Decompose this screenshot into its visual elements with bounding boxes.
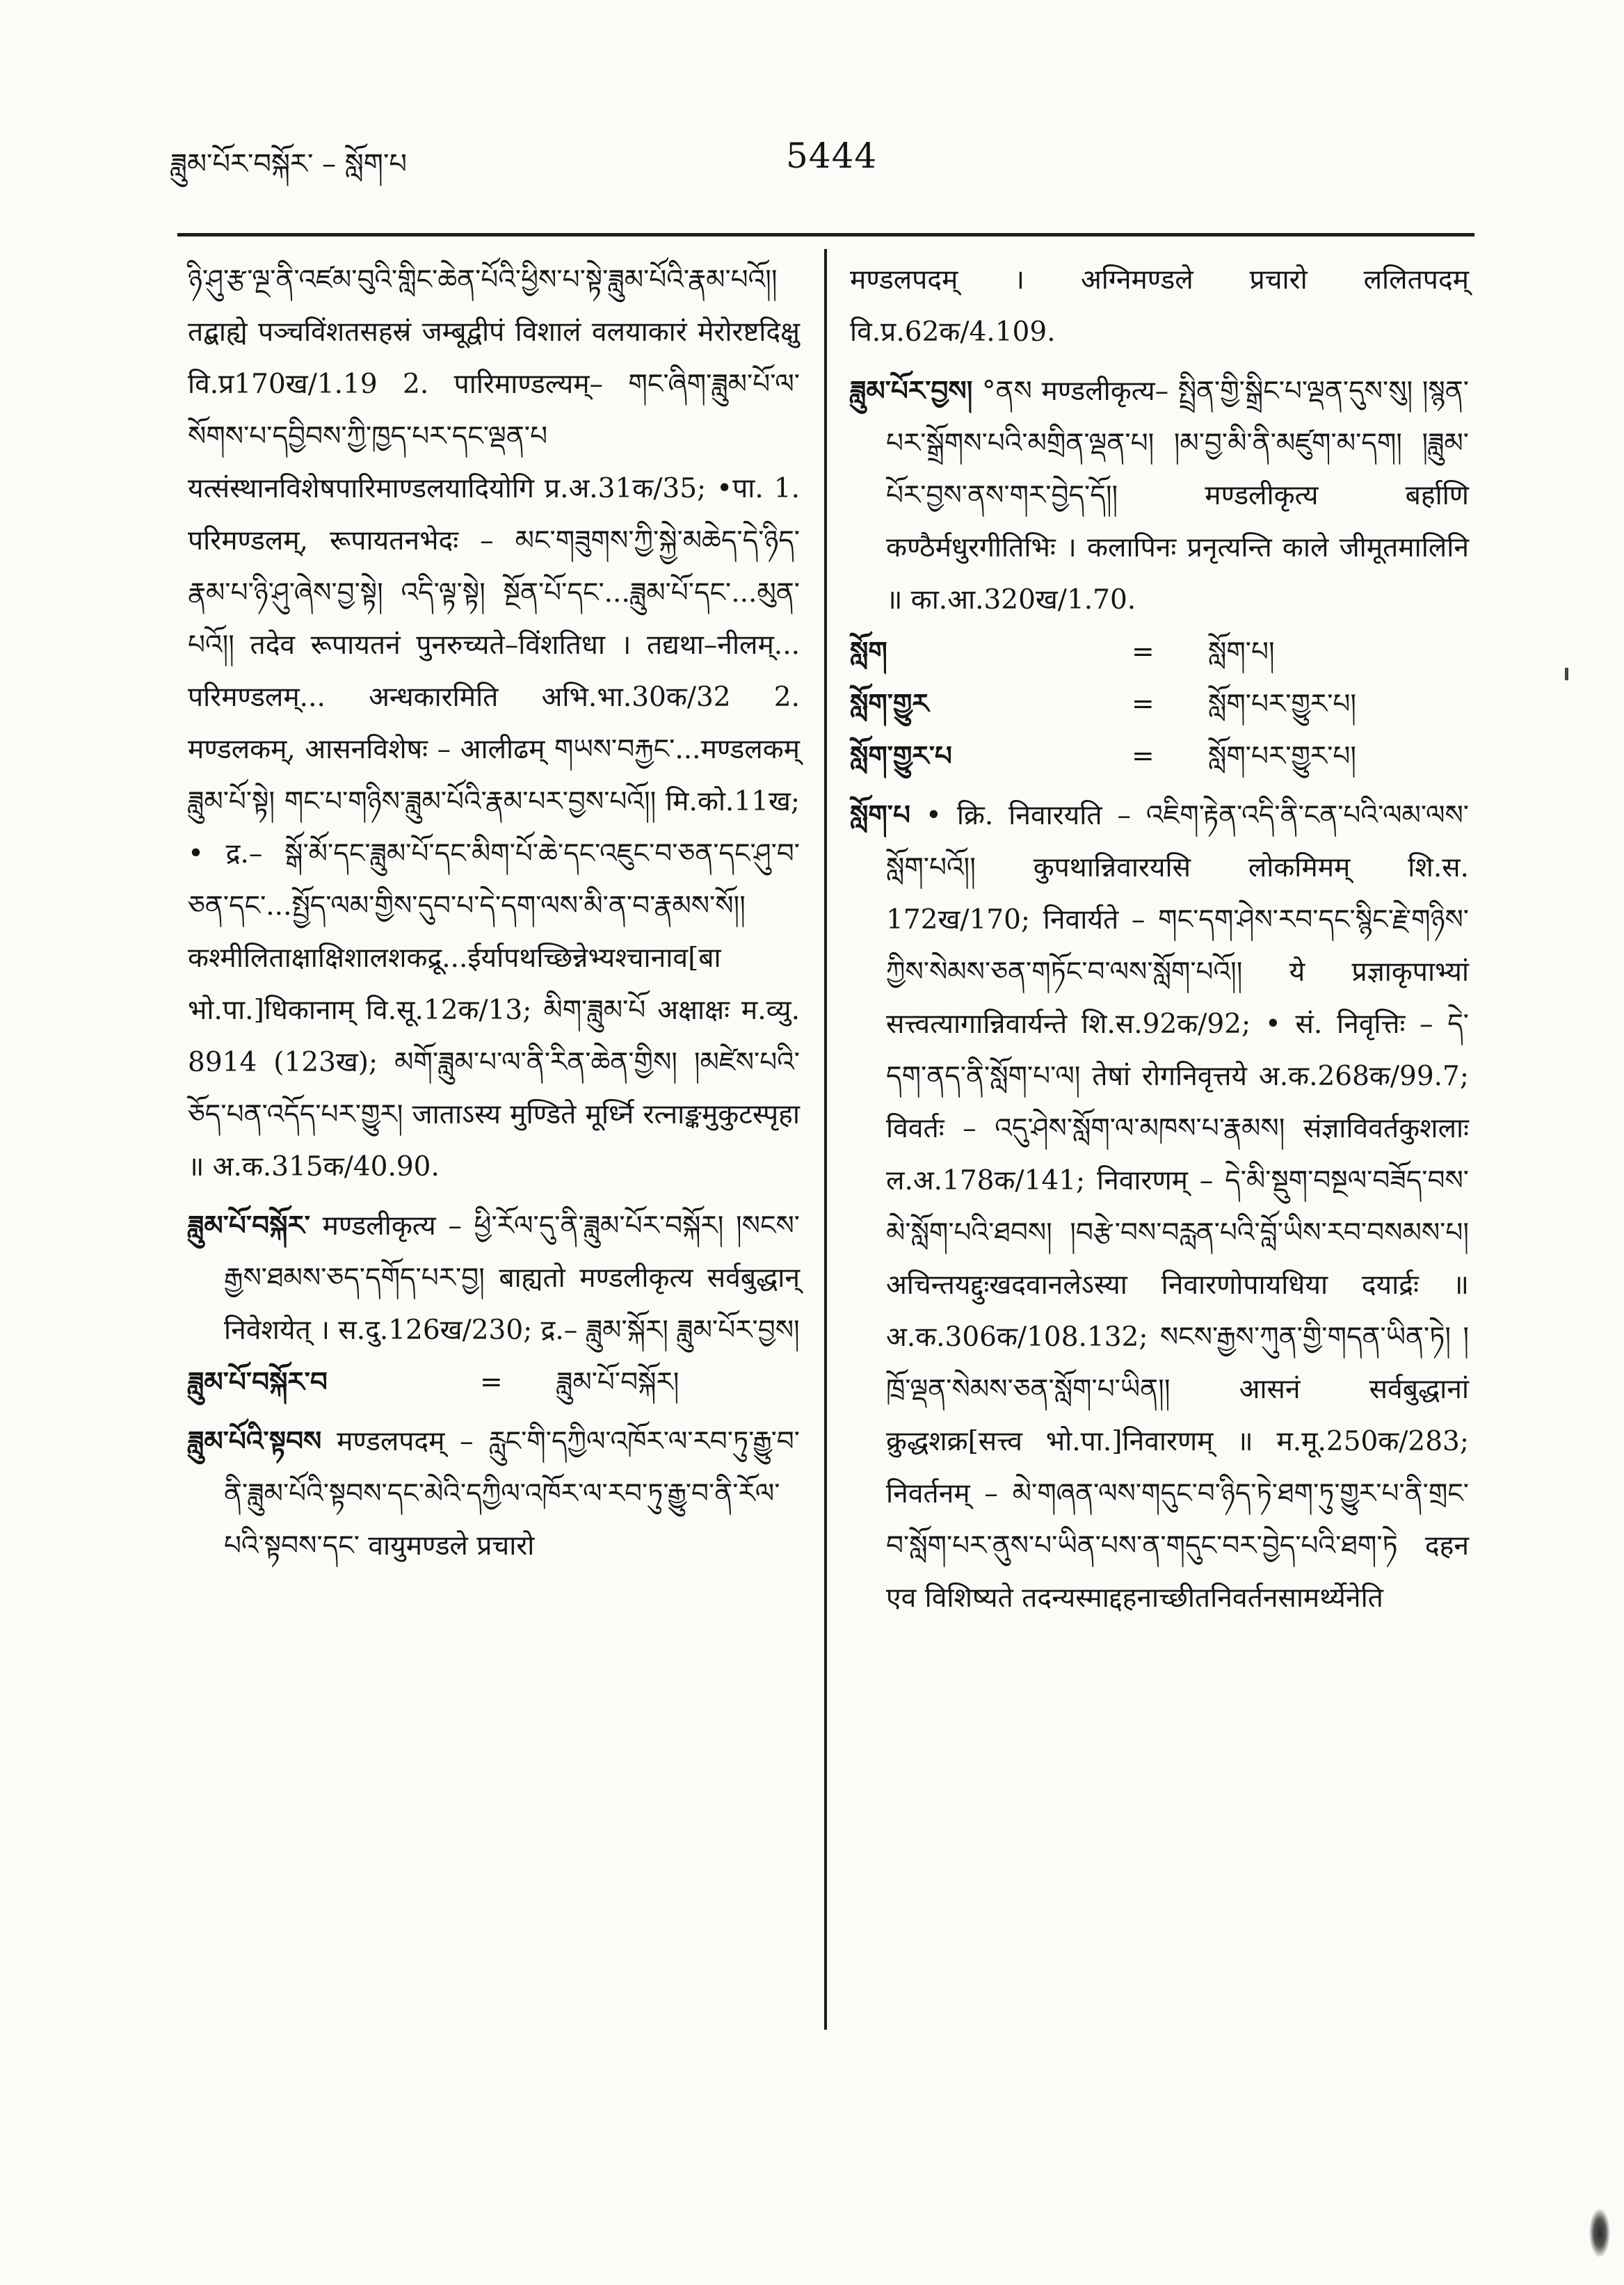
entry-headword: ཟླུམ་པོ་བསྐོར་ <box>188 1210 310 1242</box>
continued-entry-text: मण्डलपदम् । अग्निमण्डले प्रचारो ललितपदम् वि.प्र.62क/4.109. <box>850 264 1469 348</box>
entry-headword: སློག་པ <box>850 799 910 831</box>
continued-entry-text: ཉི་ཤུ་རྩ་ལྔ་ནི་འཛམ་བུའི་གླིང་ཆེན་པོའི་ཕྱིས་པ་སྟེ་ཟླུམ་པོའི་རྣམ་པའོ།། तद्बाह्ये पञ्चविंशतसहस्रं जम्बूद्वीपं विशालं वलयाकारं मेरोरष्टदिक्षु वि.प्र170ख/1.19 2. पारिमाण्डल्यम्– གང་ཞིག་ཟླུམ་པོ་ལ་སོགས་པ་དབྱིབས་ཀྱི་ཁྱད་པར་དང་ལྡན་པ यत्संस्थानविशेषपारिमाण्डलयादियोगि प्र.अ.31क/35; •पा. 1. परिमण्डलम्, रूपायतनभेदः – མང་གཟུགས་ཀྱི་སྐྱེ་མཆེད་དེ་ཉིད་ རྣམ་པ་ཉི་ཤུ་ཞེས་བྱ་སྟེ། འདི་ལྟ་སྟེ། སྔོན་པོ་དང་...ཟླུམ་པོ་དང་...མུན་པའོ།། तदेव रूपायतनं पुनरुच्यते–विंशतिधा । तद्यथा–नीलम्... परिमण्डलम्... अन्धकारमिति अभि.भा.30क/32 2. मण्डलकम्, आसनविशेषः – आलीढम् གཡས་བརྐྱང་...मण्डलकम् ཟླུམ་པོ་སྟེ། གང་པ་གཉིས་ཟླུམ་པོའི་རྣམ་པར་བྱས་པའོ།། मि.को.11ख; • द्र.– སྒོ་མོ་དང་ཟླུམ་པོ་དང་མིག་པོ་ཆེ་དང་འཇུང་བ་ཅན་དང་ཤུ་བ་ཅན་དང་...སྤྱོད་ལམ་གྱིས་དུབ་པ་དེ་དག་ལས་མི་ན་བ་རྣམས་སོ།། कश्मीलिताक्षाक्षिशालशकद्रू...ईर्यापथच्छिन्नेभ्यश्चानाव[बा भो.पा.]धिकानाम् वि.सू.12क/13; མིག་ཟླུམ་པོ अक्षाक्षः म.व्यु. 8914 (123ख); མགོ་ཟླུམ་པ་ལ་ནི་རིན་ཆེན་གྱིས། །མཛེས་པའི་ཅོད་པན་འདོད་པར་གྱུར། जाताऽस्य मुण्डिते मूर्ध्नि रत्नाङ्कमुकुटस्पृहा ॥ अ.क.315क/40.90. <box>188 264 800 1182</box>
entry-body: • क्रि. निवारयति – འཇིག་རྟེན་འདི་ནི་ངན་པའི་ལམ་ལས་སློག་པའོ།། कुपथान्निवारयसि लोकमिमम् शि.स. 172ख/170; निवार्यते – གང་དག་ཤེས་རབ་དང་སྙིང་རྗེ་གཉིས་ཀྱིས་སེམས་ཅན་གཏོང་བ་ལས་སློག་པའོ།། ये प्रज्ञाकृपाभ्यां सत्त्वत्यागान्निवार्यन्ते शि.स.92क/92; • सं. निवृत्तिः – དེ་དག་ནད་ནི་སློག་པ་ལ། तेषां रोगनिवृत्तये अ.क.268क/99.7; विवर्तः – འདུ་ཤེས་སློག་ལ་མཁས་པ་རྣམས། संज्ञाविवर्तकुशलाः ल.अ.178क/141; निवारणम् – དེ་མི་སྡུག་བསྔལ་བཟོད་བས་མེ་སློག་པའི་ཐབས། །བརྩེ་བས་བརླན་པའི་བློ་ཡིས་རབ་བསམས་པ། अचिन्तयद्दुःखदवानलेऽस्या निवारणोपायधिया दयार्द्रः ॥ अ.क.306क/108.132; སངས་རྒྱས་ཀུན་གྱི་གདན་ཡིན་ཏེ། །ཁྲོ་ལྡན་སེམས་ཅན་སློག་པ་ཡིན།། आसनं सर्वबुद्धानां क्रुद्धशक्र[सत्त्व भो.पा.]निवारणम् ॥ म.मू.250क/283; निवर्तनम् – མེ་གཞན་ལས་གདུང་བ་ཉིད་ཏེ་ཐག་ཏུ་གྱུར་པ་ནི་གྲང་བ་སློག་པར་ནུས་པ་ཡིན་པས་ན་གདུང་བར་བྱེད་པའི་ཐག་ཏེ दहन एव विशिष्यते तदन्यस्माद्दहनाच्छीतनिवर्तनसामर्थ्येनेति <box>886 800 1469 1614</box>
cross-reference <box>850 678 1469 730</box>
dictionary-entry <box>850 789 1469 1624</box>
entry-body: °ནས मण्डलीकृत्य– སྤྲིན་གྱི་སྒྲིང་པ་ལྡན་དུས་སུ། །སྙན་པར་སྒྲོགས་པའི་མགྲིན་ལྡན་པ། །མ་བྱ་མི་ནི་མཛུག་མ་དག། །ཟླུམ་པོར་བྱས་ནས་གར་བྱེད་དོ།། मण्डलीकृत्य बर्हाणि कण्ठैर्मधुरगीतिभिः । कलापिनः प्रनृत्यन्ति काले जीमूतमालिनि ॥ का.आ.320ख/1.70. <box>886 376 1469 616</box>
entry-headword: ཟླུམ་པོའི་སྟབས <box>188 1425 322 1457</box>
xref-headword: སློག་གྱུར <box>850 688 929 720</box>
xref-target: ཟླུམ་པོ་བསྐོར། <box>556 1367 680 1398</box>
column-divider <box>824 249 827 2030</box>
entry-body: मण्डलीकृत्य – ཕྱི་རོལ་དུ་ནི་ཟླུམ་པོར་བསྐོར། །སངས་རྒྱས་ཐམས་ཅད་དགོད་པར་བྱ། बाह्यतो मण्डलीकृत्य सर्वबुद्धान् निवेशयेत् । स.दु.126ख/230; द्र.– ཟླུམ་སྐོར། ཟླུམ་པོར་བྱས། <box>224 1210 800 1346</box>
scan-smudge <box>1589 2208 1610 2257</box>
running-head: ཟླུམ་པོར་བསྐོར་ – སློག་པ <box>170 148 407 180</box>
header-rule <box>177 233 1474 236</box>
cross-reference <box>188 1356 800 1409</box>
dictionary-entry <box>188 1416 800 1572</box>
dictionary-entry <box>850 365 1469 626</box>
xref-equals: = <box>1132 689 1155 720</box>
xref-equals: = <box>1132 636 1155 668</box>
left-column <box>188 254 800 1572</box>
xref-headword: སློག་གྱུར་པ <box>850 740 952 772</box>
xref-headword: ཟླུམ་པོ་བསྐོར་བ <box>188 1366 328 1398</box>
dictionary-entry <box>188 1200 800 1356</box>
right-column <box>850 254 1469 1624</box>
page-number: 5444 <box>786 136 878 176</box>
entry-body: मण्डलपदम् – རླུང་གི་དཀྱིལ་འཁོར་ལ་རབ་ཏུ་རྒྱུ་བ་ནི་ཟླུམ་པོའི་སྟབས་དང་མེའི་དཀྱིལ་འཁོར་ལ་རབ་ཏུ་རྒྱུ་བ་ནི་རོལ་པའི་སྟབས་དང་ वायुमण्डले प्रचारो <box>224 1426 800 1562</box>
xref-headword: སློག <box>850 636 887 668</box>
entry-headword: ཟླུམ་པོར་བྱས། <box>850 375 973 407</box>
cross-reference <box>850 626 1469 678</box>
xref-target: སློག་པར་གྱུར་པ། <box>1208 689 1357 720</box>
xref-target: སློག་པ། <box>1208 636 1275 668</box>
xref-equals: = <box>1132 741 1155 772</box>
xref-target: སློག་པར་གྱུར་པ། <box>1208 741 1357 772</box>
margin-mark <box>1565 668 1568 680</box>
cross-reference <box>850 730 1469 783</box>
xref-equals: = <box>480 1367 503 1398</box>
